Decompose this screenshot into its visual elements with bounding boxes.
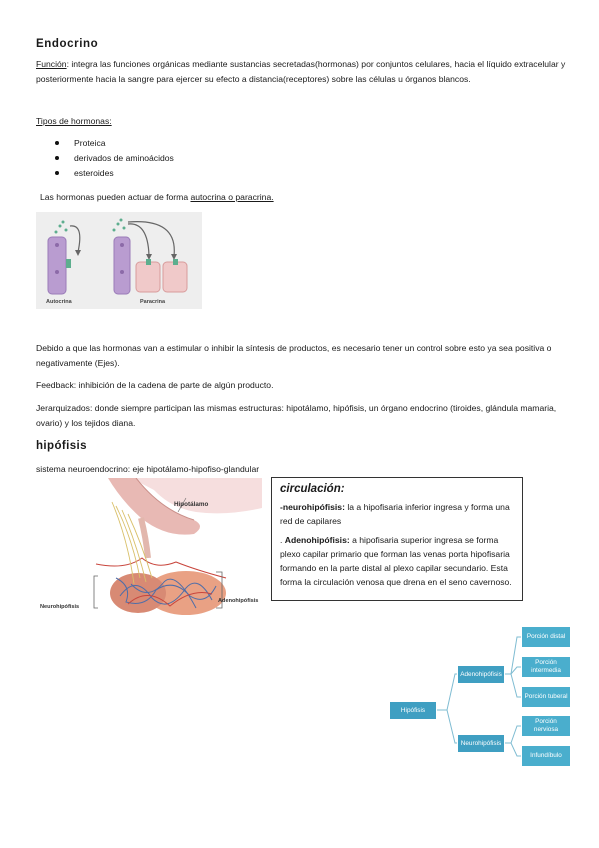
neurohipofisis-label: Neurohipófisis bbox=[40, 604, 80, 610]
list-item: derivados de aminoácidos bbox=[54, 151, 174, 166]
list-item: esteroides bbox=[54, 166, 174, 181]
node-porcion-intermedia: Porción intermedia bbox=[521, 656, 571, 678]
pituitary-figure bbox=[36, 478, 262, 616]
circulacion-adeno bbox=[280, 533, 514, 589]
tipos-heading: Tipos de hormonas: bbox=[36, 116, 112, 126]
hipotalamo-label: Hipotálamo bbox=[174, 501, 209, 508]
circulacion-title: circulación: bbox=[280, 483, 345, 495]
tipos-list bbox=[54, 136, 174, 181]
circulacion-neuro bbox=[280, 500, 514, 528]
adenohipofisis-label: Adenohipófisis bbox=[218, 598, 259, 604]
autocrine-paracrine-figure bbox=[36, 212, 202, 309]
jerarquizados-paragraph: Jerarquizados: donde siempre participan las mismas estructuras: hipotálamo, hipófisis, un órgano endocrino (tiroides, glándula mamaria, ovario) y los tejidos diana. bbox=[36, 403, 557, 428]
neuro-label: -neurohipófisis: bbox=[280, 502, 345, 512]
sistema-line: sistema neuroendocrino: eje hipotálamo-hipofiso-glandular bbox=[36, 464, 260, 474]
funcion-text: : integra las funciones orgánicas mediante sustancias secretadas(hormonas) por conjuntos celulares, hacia el líquido extracelular y posteriormente hacia la sangre para ejercer su efecto a distancia(receptores) sobre las células u órganos blancos. bbox=[36, 59, 566, 84]
adeno-prefix: . bbox=[280, 535, 285, 545]
page-title: Endocrino bbox=[36, 38, 99, 50]
node-porcion-nerviosa: Porción nerviosa bbox=[521, 715, 571, 737]
hipofisis-hierarchy-diagram bbox=[385, 610, 575, 774]
debido-paragraph: Debido a que las hormonas van a estimular o inhibir la síntesis de productos, es necesario tener un control sobre esto ya sea positiva o negativamente (Ejes). bbox=[36, 343, 552, 368]
funcion-paragraph bbox=[36, 57, 576, 87]
circulacion-box bbox=[271, 477, 523, 601]
adeno-label: Adenohipófisis: bbox=[284, 535, 350, 545]
neuro-text: la a hipofisaria inferior ingresa y forma una red de capilares bbox=[280, 502, 510, 526]
funcion-label: Función bbox=[36, 59, 67, 69]
paracrina-label: Paracrina bbox=[140, 299, 166, 305]
hormonas-prefix: Las hormonas pueden actuar de forma bbox=[40, 192, 191, 202]
node-neurohipofisis: Neurohipófisis bbox=[457, 734, 505, 753]
hormonas-link: autocrina o paracrina. bbox=[190, 192, 274, 202]
node-porcion-distal: Porción distal bbox=[521, 626, 571, 648]
adeno-text: a hipofisaria superior ingresa se forma plexo capilar primario que forman las venas porta hipofisaria formando en la parte distal al plexo capilar secundario. Esta forma la circulación venosa que drena en el seno cavernoso. bbox=[280, 535, 512, 587]
list-item: Proteica bbox=[54, 136, 174, 151]
node-infundibulo: Infundíbulo bbox=[521, 745, 571, 767]
node-porcion-tuberal: Porción tuberal bbox=[521, 686, 571, 708]
autocrina-label: Autocrina bbox=[46, 299, 72, 305]
hormonas-line bbox=[40, 190, 274, 205]
node-adenohipofisis: Adenohipófisis bbox=[457, 665, 505, 684]
node-hipofisis: Hipófisis bbox=[389, 701, 437, 720]
feedback-paragraph: Feedback: inhibición de la cadena de parte de algún producto. bbox=[36, 380, 274, 390]
hipofisis-heading: hipófisis bbox=[36, 440, 87, 452]
